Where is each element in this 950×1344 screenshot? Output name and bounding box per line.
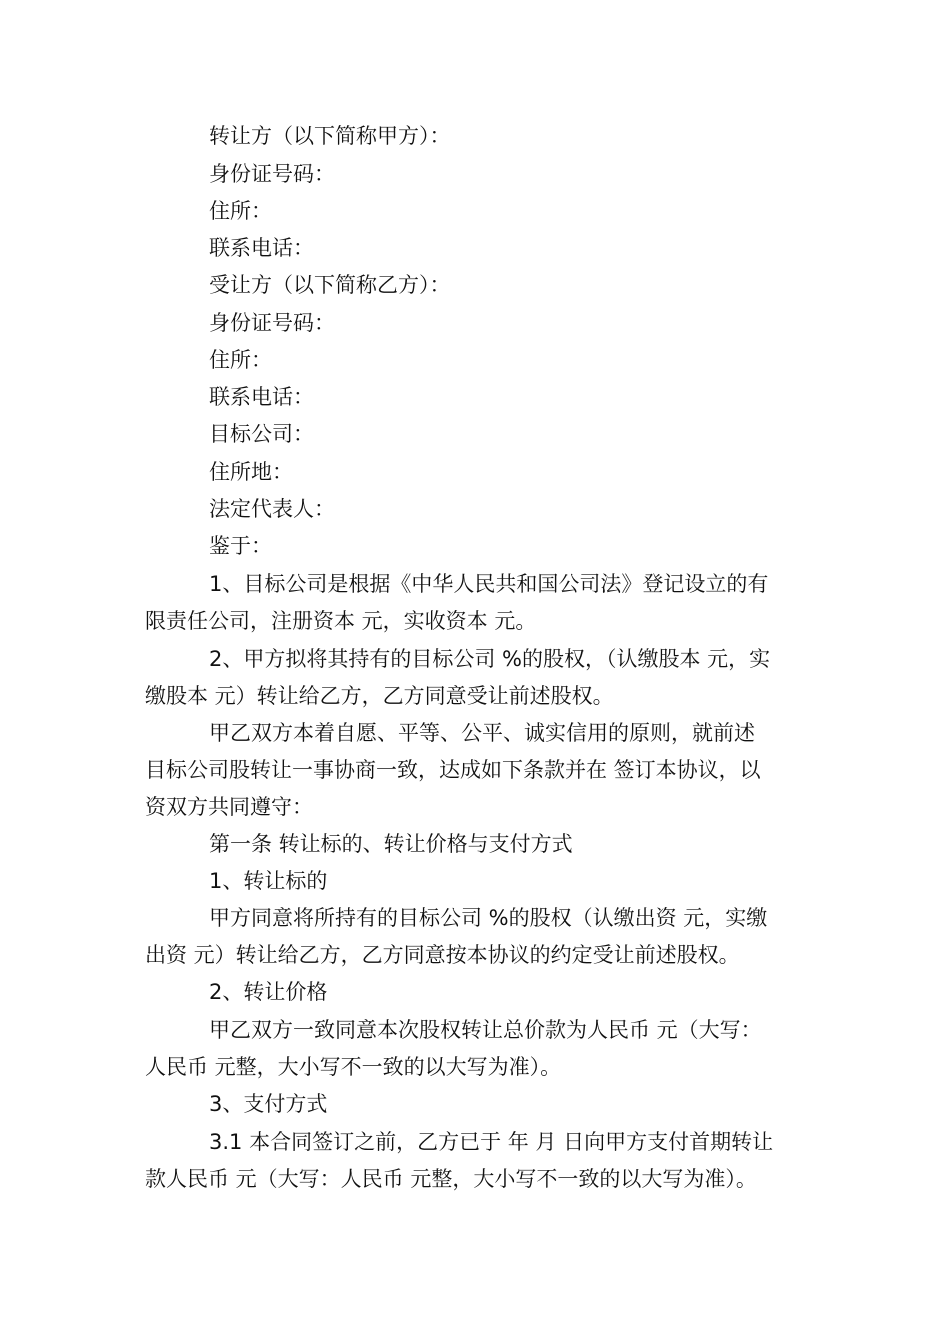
- recital-item-1-line-2: 限责任公司，注册资本 元，实收资本 元。: [145, 609, 537, 633]
- transferor-id-line: 身份证号码：: [209, 162, 335, 186]
- recitals-heading: 鉴于：: [209, 534, 272, 558]
- recital-paragraph-line-2: 目标公司股转让一事协商一致，达成如下条款并在 签订本协议，以: [145, 758, 761, 782]
- transferee-line: 受让方（以下简称乙方）：: [209, 273, 451, 297]
- section-2-line-2: 人民币 元整，大小写不一致的以大写为准）。: [145, 1055, 562, 1079]
- transferor-phone-line: 联系电话：: [209, 236, 314, 260]
- recital-paragraph-line-1: 甲乙双方本着自愿、平等、公平、诚实信用的原则，就前述: [209, 721, 755, 745]
- transferee-id-line: 身份证号码：: [209, 311, 335, 335]
- section-1-line-1: 甲方同意将所持有的目标公司 %的股权（认缴出资 元，实缴: [209, 906, 768, 930]
- recital-item-1-line-1: 1、目标公司是根据《中华人民共和国公司法》登记设立的有: [209, 572, 769, 596]
- section-3-line-2: 款人民币 元（大写：人民币 元整，大小写不一致的以大写为准）。: [145, 1167, 757, 1191]
- recital-item-2-line-2: 缴股本 元）转让给乙方，乙方同意受让前述股权。: [145, 684, 614, 708]
- section-2-title: 2、转让价格: [209, 980, 328, 1004]
- transferor-address-line: 住所：: [209, 199, 272, 223]
- transferee-phone-line: 联系电话：: [209, 385, 314, 409]
- target-company-line: 目标公司：: [209, 422, 314, 446]
- transferor-line: 转让方（以下简称甲方）：: [209, 124, 451, 148]
- section-1-line-2: 出资 元）转让给乙方，乙方同意按本协议的约定受让前述股权。: [145, 943, 740, 967]
- transferee-address-line: 住所：: [209, 348, 272, 372]
- section-3-title: 3、支付方式: [209, 1092, 328, 1116]
- article-1-title: 第一条 转让标的、转让价格与支付方式: [209, 832, 573, 856]
- legal-rep-line: 法定代表人：: [209, 497, 335, 521]
- section-2-line-1: 甲乙双方一致同意本次股权转让总价款为人民币 元（大写：: [209, 1018, 762, 1042]
- company-address-line: 住所地：: [209, 460, 293, 484]
- section-1-title: 1、转让标的: [209, 869, 328, 893]
- recital-paragraph-line-3: 资双方共同遵守：: [145, 795, 313, 819]
- section-3-line-1: 3.1 本合同签订之前，乙方已于 年 月 日向甲方支付首期转让: [209, 1130, 774, 1154]
- recital-item-2-line-1: 2、甲方拟将其持有的目标公司 %的股权，（认缴股本 元，实: [209, 647, 771, 671]
